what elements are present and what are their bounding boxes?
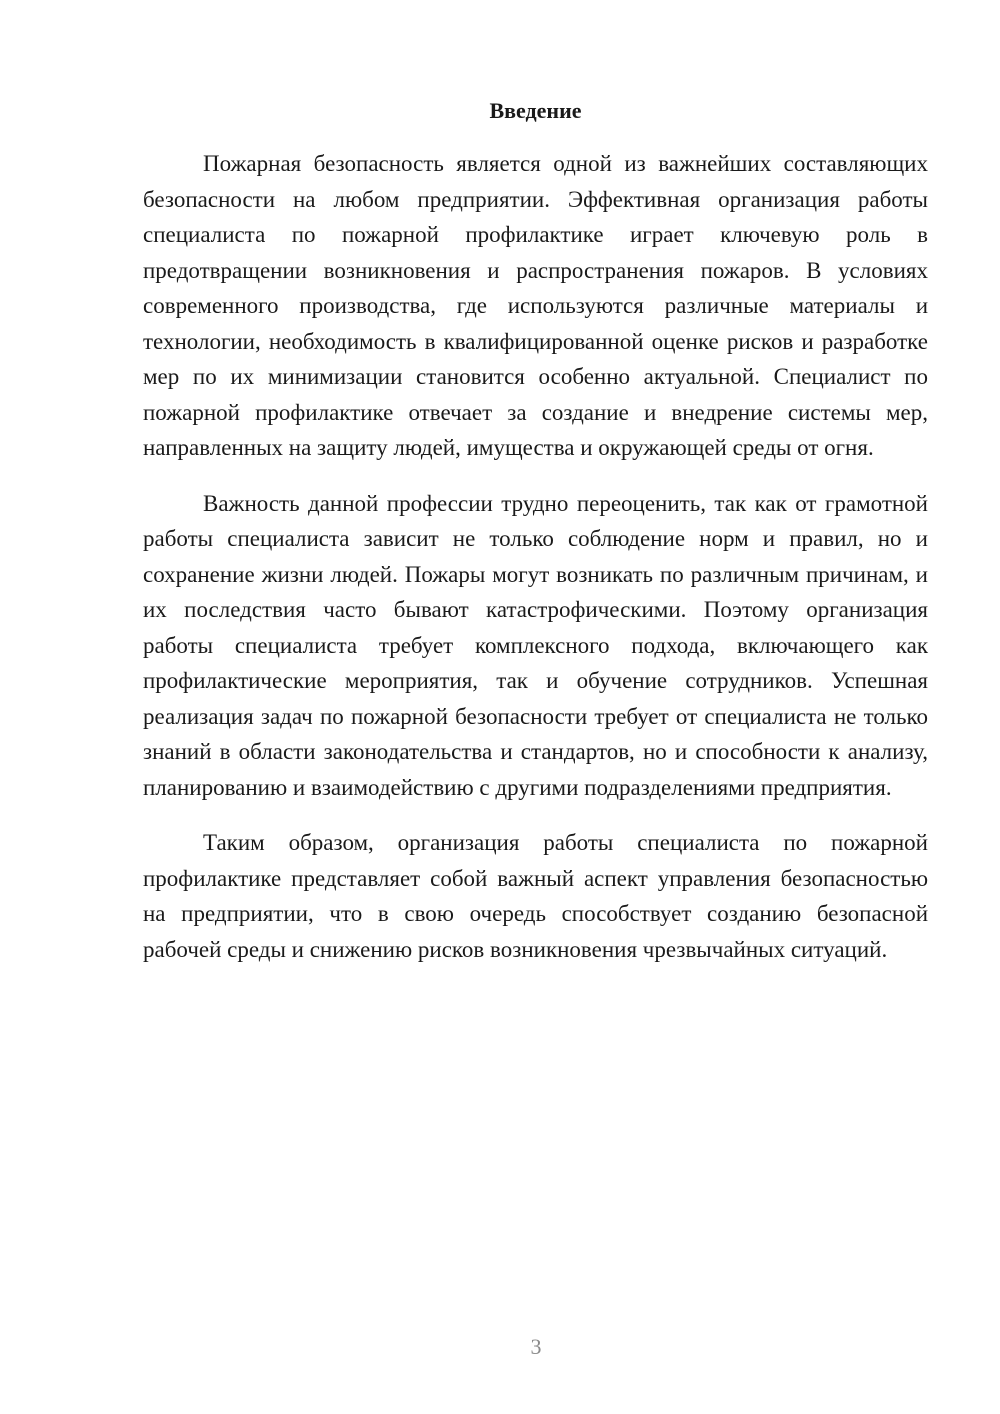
paragraph-3: Таким образом, организация работы специалиста по пожарной профилактике представляет собой важный аспект управления безопасностью на предприятии, что в свою очередь способствует созданию безопасной рабочей среды и снижению рисков возникновения чрезвычайных ситуаций. bbox=[143, 830, 928, 962]
document-body bbox=[143, 96, 928, 987]
page-number: 3 bbox=[530, 1334, 542, 1359]
paragraph-1: Пожарная безопасность является одной из важнейших составляющих безопасности на любом предприятии. Эффективная организация работы специалиста по пожарной профилактике играет ключевую роль в предотвращении возникновения и распространения пожаров. В условиях современного производства, где используются различные материалы и технологии, необходимость в квалифицированной оценке рисков и разработке мер по их минимизации становится особенно актуальной. Специалист по пожарной профилактике отвечает за создание и внедрение системы мер, направленных на защиту людей, имущества и окружающей среды от огня. bbox=[143, 151, 928, 460]
page-title: Введение bbox=[489, 98, 582, 123]
paragraph-2: Важность данной профессии трудно переоценить, так как от грамотной работы специалиста зависит не только соблюдение норм и правил, но и сохранение жизни людей. Пожары могут возникать по различным причинам, и их последствия часто бывают катастрофическими. Поэтому организация работы специалиста требует комплексного подхода, включающего как профилактические мероприятия, так и обучение сотрудников. Успешная реализация задач по пожарной безопасности требует от специалиста не только знаний в области законодательства и стандартов, но и способности к анализу, планированию и взаимодействию с другими подразделениями предприятия. bbox=[143, 490, 928, 800]
